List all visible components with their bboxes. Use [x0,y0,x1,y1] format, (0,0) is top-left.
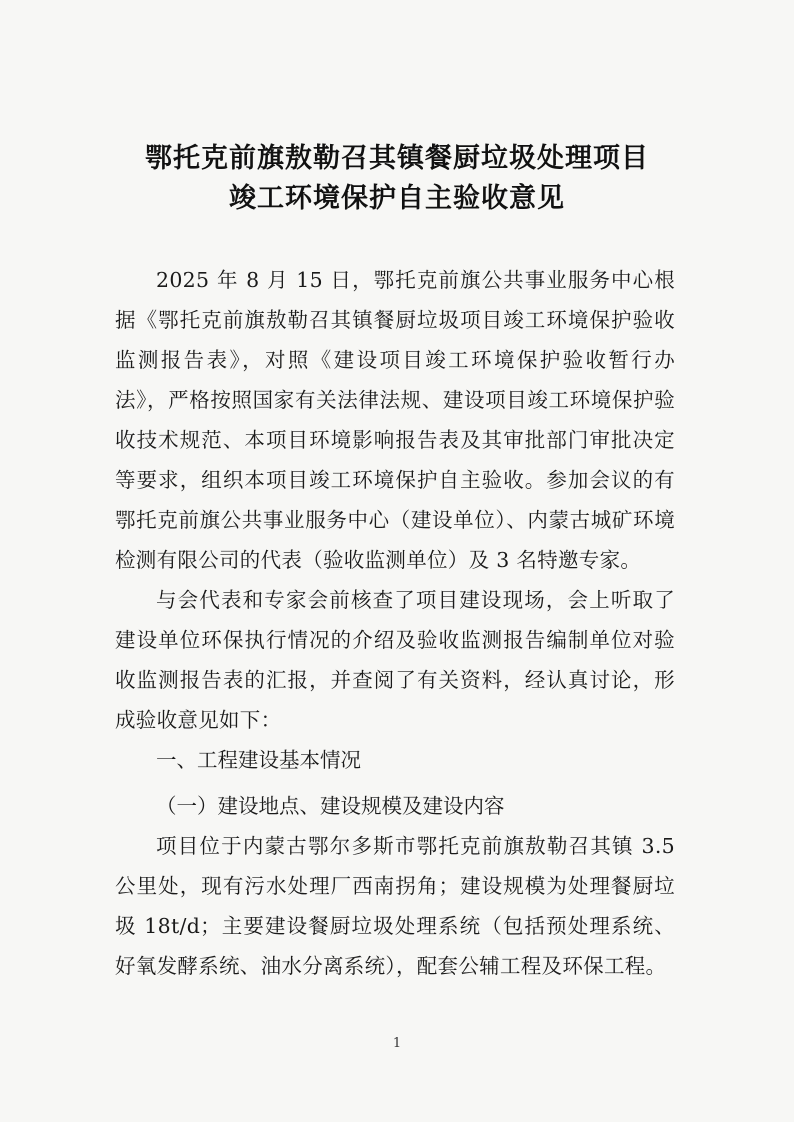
paragraph-2: 与会代表和专家会前核查了项目建设现场，会上听取了建设单位环保执行情况的介绍及验收监测报告编制单位对验收监测报告表的汇报，并查阅了有关资料，经认真讨论，形成验收意见如下： [115,588,675,732]
document-title-line1: 鄂托克前旗敖勒召其镇餐厨垃圾处理项目 [145,143,649,174]
document-body [115,260,675,986]
section-heading: 一、工程建设基本情况 [156,748,361,772]
subsection-heading: （一）建设地点、建设规模及建设内容 [156,794,505,818]
paragraph-1: 2025 年 8 月 15 日，鄂托克前旗公共事业服务中心根据《鄂托克前旗敖勒召其镇餐厨垃圾项目竣工环境保护验收监测报告表》，对照《建设项目竣工环境保护验收暂行办法》，严格按照国家有关法律法规、建设项目竣工环境保护验收技术规范、本项目环境影响报告表及其审批部门审批决定等要求，组织本项目竣工环境保护自主验收。参加会议的有鄂托克前旗公共事业服务中心（建设单位）、内蒙古城矿环境检测有限公司的代表（验收监测单位）及 3 名特邀专家。 [115,268,675,572]
paragraph-3: 项目位于内蒙古鄂尔多斯市鄂托克前旗敖勒召其镇 3.5 公里处，现有污水处理厂西南拐角；建设规模为处理餐厨垃圾 18t/d；主要建设餐厨垃圾处理系统（包括预处理系统、好氧发酵系统、油水分离系统），配套公辅工程及环保工程。 [115,834,675,978]
page-number: 1 [392,1036,402,1051]
document-title-line2: 竣工环境保护自主验收意见 [229,183,565,214]
